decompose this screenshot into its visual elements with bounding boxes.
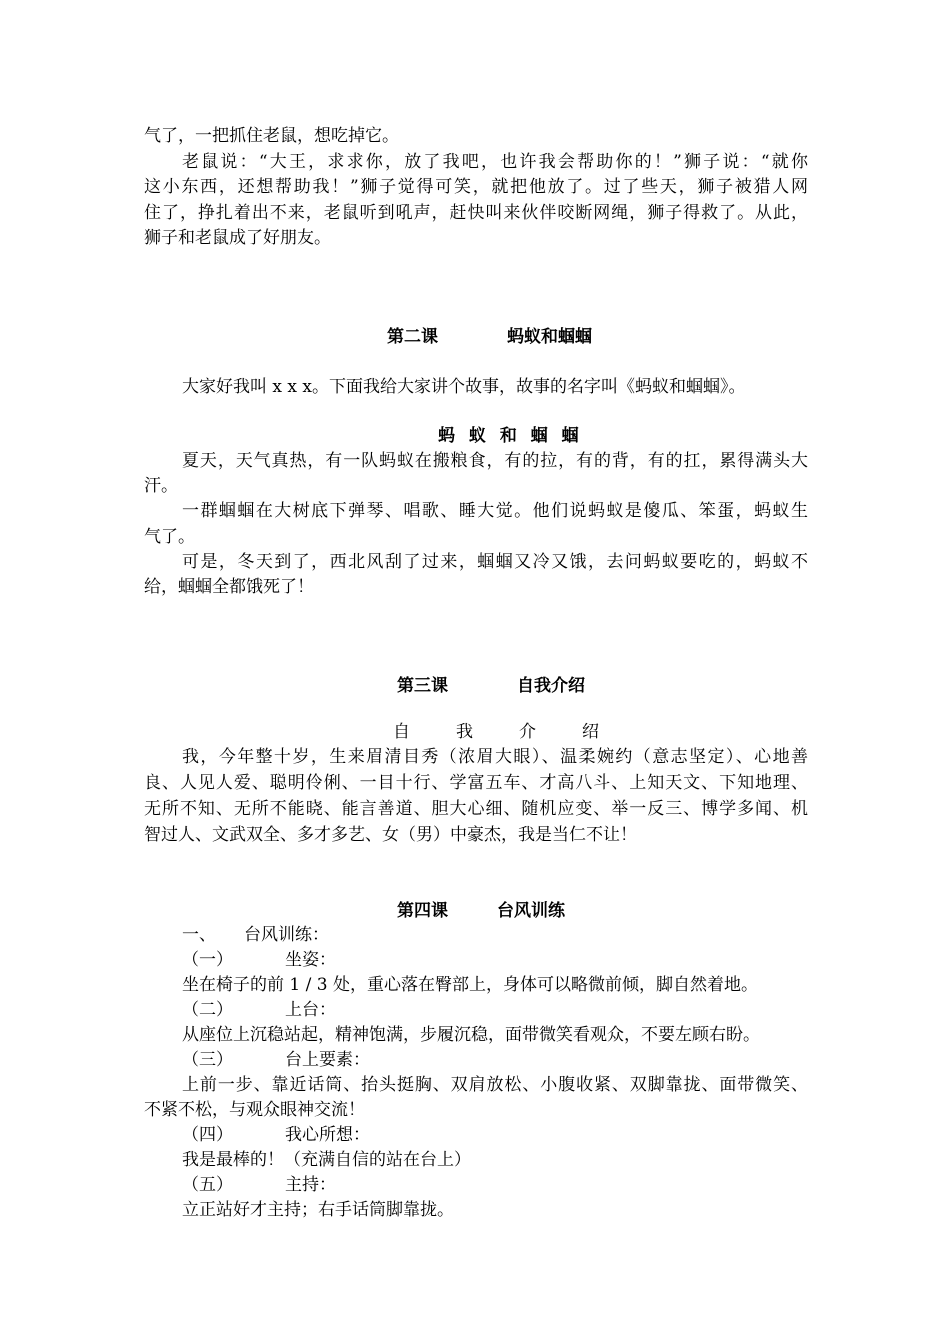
- lesson3-line-1: 我，今年整十岁，生来眉清目秀（浓眉大眼）、温柔婉约（意志坚定）、心地善: [182, 747, 808, 767]
- lesson2-story-title: 蚂 蚁 和 蝈 蝈: [438, 426, 583, 446]
- subtitle-char-2: 我: [456, 722, 473, 742]
- item2-number: （二）: [182, 1000, 233, 1020]
- section1-number: 一、: [182, 925, 216, 945]
- lesson2-line-3: 一群蝈蝈在大树底下弹琴、唱歌、睡大觉。他们说蚂蚁是傻瓜、笨蛋，蚂蚁生: [182, 501, 808, 521]
- section1-label: 台风训练：: [244, 925, 329, 945]
- lesson3-line-3: 无所不知、无所不能晓、能言善道、胆大心细、随机应变、举一反三、博学多闻、机: [144, 799, 808, 819]
- item1-text: 坐在椅子的前 1 / 3 处，重心落在臀部上，身体可以略微前倾，脚自然着地。: [182, 975, 758, 995]
- item4-label: 我心所想：: [285, 1125, 370, 1145]
- item3-text-2: 不紧不松，与观众眼神交流！: [144, 1100, 365, 1120]
- lesson3-line-2: 良、人见人爱、聪明伶俐、一目十行、学富五车、才高八斗、上知天文、下知地理、: [144, 773, 808, 793]
- lesson3-line-4: 智过人、文武双全、多才多艺、女（男）中豪杰，我是当仁不让！: [144, 825, 637, 845]
- lesson3-number: 第三课: [397, 676, 448, 696]
- lesson2-line-4: 气了。: [144, 527, 195, 547]
- lesson2-line-1: 夏天，天气真热，有一队蚂蚁在搬粮食，有的拉，有的背，有的扛，累得满头大: [182, 451, 808, 471]
- story1-line-2: 老鼠说：“大王，求求你，放了我吧，也许我会帮助你的！”狮子说：“就你: [182, 152, 808, 172]
- lesson3-subtitle: [393, 720, 599, 744]
- subtitle-char-3: 介: [519, 722, 536, 742]
- story1-line-5: 狮子和老鼠成了好朋友。: [144, 228, 331, 248]
- item4-text: 我是最棒的！（充满自信的站在台上）: [182, 1150, 471, 1170]
- story1-line-3: 这小东西，还想帮助我！”狮子觉得可笑，就把他放了。过了些天，狮子被猎人网: [144, 177, 808, 197]
- lesson2-title: 蚂蚁和蝈蝈: [507, 327, 592, 347]
- item2-text: 从座位上沉稳站起，精神饱满，步履沉稳，面带微笑看观众，不要左顾右盼。: [182, 1025, 760, 1045]
- subtitle-char-4: 绍: [582, 722, 599, 742]
- item5-label: 主持：: [285, 1175, 336, 1195]
- story1-line-1: 气了，一把抓住老鼠，想吃掉它。: [144, 126, 399, 146]
- item1-label: 坐姿：: [285, 950, 336, 970]
- item5-text: 立正站好才主持；右手话筒脚靠拢。: [182, 1200, 454, 1220]
- item2-label: 上台：: [285, 1000, 336, 1020]
- subtitle-char-1: 自: [393, 722, 410, 742]
- lesson4-number: 第四课: [397, 901, 448, 921]
- item4-number: （四）: [182, 1125, 233, 1145]
- lesson2-line-6: 给，蝈蝈全都饿死了！: [144, 577, 314, 597]
- lesson2-intro: 大家好我叫 x x x。下面我给大家讲个故事，故事的名字叫《蚂蚁和蝈蝈》。: [182, 377, 746, 397]
- item3-number: （三）: [182, 1050, 233, 1070]
- lesson4-title: 台风训练: [497, 901, 565, 921]
- item3-text-1: 上前一步、靠近话筒、抬头挺胸、双肩放松、小腹收紧、双脚靠拢、面带微笑、: [182, 1075, 808, 1095]
- item5-number: （五）: [182, 1175, 233, 1195]
- lesson2-line-5: 可是，冬天到了，西北风刮了过来，蝈蝈又冷又饿，去问蚂蚁要吃的，蚂蚁不: [182, 552, 808, 572]
- lesson3-title: 自我介绍: [517, 676, 585, 696]
- story1-line-4: 住了，挣扎着出不来，老鼠听到吼声，赶快叫来伙伴咬断网绳，狮子得救了。从此，: [144, 203, 808, 223]
- lesson2-line-2: 汗。: [144, 476, 178, 496]
- item1-number: （一）: [182, 950, 233, 970]
- lesson2-number: 第二课: [387, 327, 438, 347]
- item3-label: 台上要素：: [285, 1050, 370, 1070]
